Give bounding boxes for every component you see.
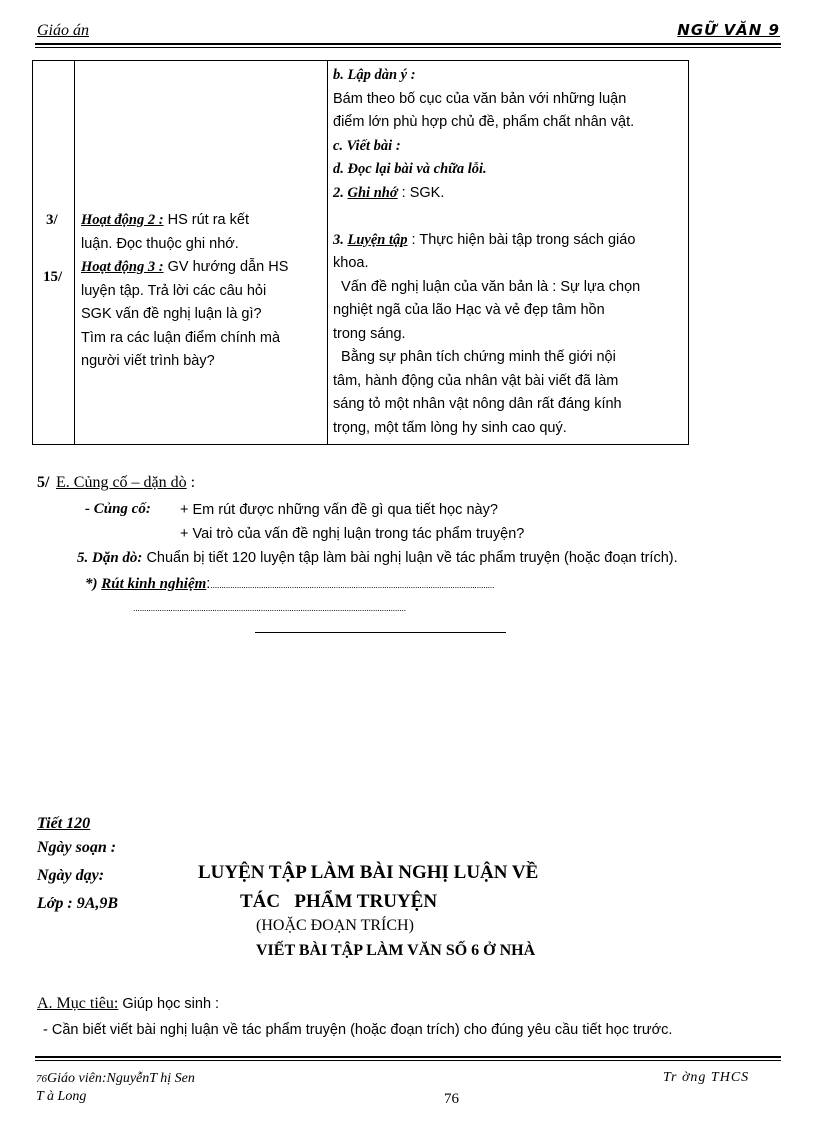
period-label: Tiết 120	[37, 815, 91, 832]
activity-2	[81, 209, 326, 233]
practice-label: Luyện tập	[347, 231, 408, 248]
practice-line: sáng tỏ một nhân vật nông dân rất đáng kính	[333, 396, 622, 412]
experience-dots-2: ............................................................................................................................	[133, 603, 406, 613]
activity-2-label: Hoạt động 2 :	[81, 212, 164, 228]
homework-label: 5. Dặn dò:	[77, 550, 143, 566]
practice-line	[333, 229, 685, 253]
summary-text: : SGK.	[397, 184, 445, 201]
footer-teacher-name: Giáo viên:NguyễnT hị Sen	[47, 1071, 195, 1086]
experience-prefix: *)	[85, 576, 102, 592]
experience-label: Rút kinh nghiệm	[101, 576, 207, 592]
summary-prefix: 2.	[333, 184, 348, 201]
header-rule	[35, 43, 781, 45]
write-heading: c. Viết bài :	[333, 137, 401, 154]
practice-line: trọng, một tấm lòng hy sinh cao quý.	[333, 419, 567, 436]
lesson-title-1: LUYỆN TẬP LÀM BÀI NGHỊ LUẬN VỀ	[198, 862, 539, 883]
spacer	[333, 205, 685, 229]
homework-text: Chuẩn bị tiết 120 luyện tập làm bài nghị luận về tác phẩm truyện (hoặc đoạn trích).	[142, 550, 678, 566]
experience-line	[85, 576, 494, 593]
header-rule-thin	[35, 47, 781, 48]
outline-heading: b. Lập dàn ý :	[333, 67, 416, 83]
review-heading: d. Đọc lại bài và chữa lỗi.	[333, 161, 487, 177]
practice-text: : Thực hiện bài tập trong sách giáo	[407, 231, 636, 248]
table-col-divider	[327, 61, 328, 444]
summary-label: Ghi nhớ	[347, 184, 398, 201]
experience-suffix: :	[206, 576, 211, 592]
time-cell: 15/	[43, 269, 63, 285]
footer-teacher-line	[36, 1070, 195, 1088]
activity-3-line: Tìm ra các luận điểm chính mà	[81, 329, 281, 346]
practice-line: khoa.	[333, 255, 369, 271]
prep-date: Ngày soạn :	[37, 839, 117, 856]
outline-line: Bám theo bố cục của văn bản với những luận	[333, 90, 627, 107]
header-left: Giáo án	[37, 22, 89, 39]
page-number: 76	[444, 1091, 459, 1107]
footer-teacher	[36, 1070, 195, 1106]
footer-page-prefix: 76	[36, 1073, 47, 1085]
activity-column	[81, 209, 326, 374]
time-cell: 3/	[46, 212, 58, 228]
objective-label: A. Mục tiêu:	[37, 995, 119, 1012]
lesson-title-2: TÁC PHẨM TRUYỆN	[240, 891, 438, 912]
activity-3-line: SGK vấn đề nghị luận là gì?	[81, 306, 262, 322]
section-divider	[255, 632, 506, 633]
experience-dots: .................................................................................................................................	[210, 580, 495, 590]
practice-line: trong sáng.	[333, 325, 406, 342]
consolidation-time: 5/	[37, 474, 50, 491]
practice-line: tâm, hành động của nhân vật bài viết đã làm	[333, 372, 619, 389]
footer-school: Tr ờng THCS	[663, 1070, 750, 1085]
activity-3-line: luyện tập. Trả lời các câu hỏi	[81, 282, 267, 299]
practice-line: nghiệt ngã của lão Hạc và vẻ đẹp tâm hồn	[333, 302, 605, 318]
objective-item: - Cần biết viết bài nghị luận về tác phẩm truyện (hoặc đoạn trích) cho đúng yêu cầu tiết học trước.	[43, 1022, 673, 1038]
activity-2-line: luận. Đọc thuộc ghi nhớ.	[81, 235, 239, 252]
objective-line	[37, 995, 219, 1013]
footer-rule	[35, 1056, 781, 1058]
table-col-divider	[74, 61, 75, 444]
review-label: - Củng cố:	[85, 501, 151, 517]
header-right: NGỮ VĂN 9	[677, 21, 780, 39]
lesson-table	[32, 60, 689, 445]
outline-line: điểm lớn phù hợp chủ đề, phẩm chất nhân vật.	[333, 114, 635, 130]
review-item: + Em rút được những vấn đề gì qua tiết học này?	[180, 502, 498, 518]
content-column	[333, 64, 685, 440]
footer-rule-thin	[35, 1060, 781, 1061]
lesson-subtitle-2: VIẾT BÀI TẬP LÀM VĂN SỐ 6 Ở NHÀ	[256, 942, 536, 959]
activity-3-label: Hoạt động 3 :	[81, 259, 164, 275]
activity-3-text: GV hướng dẫn HS	[163, 259, 289, 275]
practice-prefix: 3.	[333, 231, 348, 248]
activity-3	[81, 256, 326, 280]
activity-3-line: người viết trình bày?	[81, 353, 215, 369]
class-label: Lớp : 9A,9B	[37, 895, 119, 912]
summary-line	[333, 182, 685, 206]
consolidation-heading	[56, 474, 195, 492]
lesson-subtitle-1: (HOẶC ĐOẠN TRÍCH)	[256, 917, 414, 934]
objective-text: Giúp học sinh :	[118, 996, 220, 1012]
review-item: + Vai trò của vấn đề nghị luận trong tác phẩm truyện?	[180, 526, 525, 542]
consolidation-heading-suffix: :	[186, 474, 196, 491]
teach-date: Ngày dạy:	[37, 867, 105, 884]
activity-2-text: HS rút ra kết	[163, 212, 249, 228]
practice-line: Vấn đề nghị luận của văn bản là : Sự lựa chọn	[333, 278, 641, 295]
practice-line: Bằng sự phân tích chứng minh thế giới nội	[333, 349, 616, 365]
consolidation-heading-text: E. Củng cố – dặn dò	[56, 474, 187, 491]
footer-place: T à Long	[36, 1089, 87, 1104]
homework-line	[77, 550, 678, 567]
